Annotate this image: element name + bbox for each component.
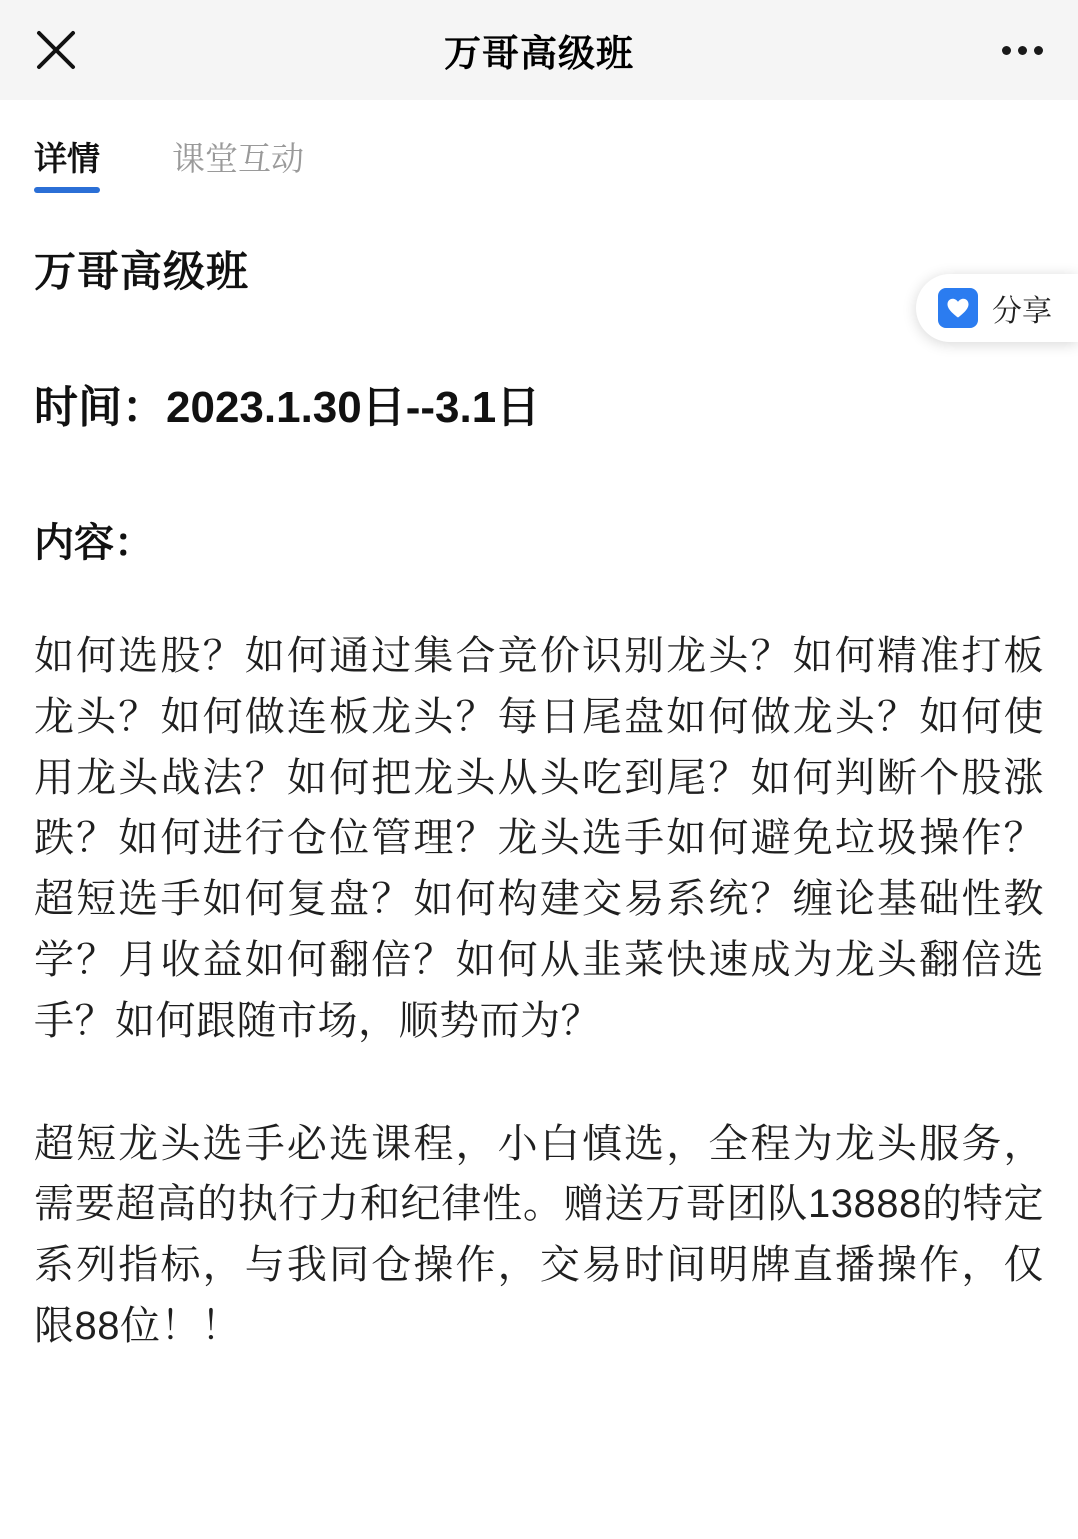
page-title: 万哥高级班 (444, 33, 634, 74)
tab-classroom-interaction[interactable] (172, 142, 304, 193)
content-paragraph: 超短龙头选手必选课程，小白慎选，全程为龙头服务，需要超高的执行力和纪律性。赠送万哥团队13888的特定系列指标，与我同仓操作，交易时间明牌直播操作，仅限88位！！ (34, 1121, 1044, 1348)
course-time: 时间：2023.1.30日--3.1日 (34, 383, 541, 432)
tab-bar (0, 100, 1078, 193)
share-button[interactable] (916, 274, 1078, 342)
tab-details[interactable] (34, 142, 100, 193)
more-dot (1034, 46, 1043, 55)
share-button-label: 分享 (992, 295, 1052, 328)
tab-classroom-interaction-label: 课堂互动 (172, 140, 304, 177)
more-dot (1018, 46, 1027, 55)
more-options-icon[interactable] (994, 22, 1050, 78)
close-icon[interactable] (28, 22, 84, 78)
navigation-bar (0, 0, 1078, 100)
content-heading: 内容： (34, 521, 154, 565)
more-dot (1002, 46, 1011, 55)
course-detail-content (0, 239, 1078, 1357)
content-paragraph: 如何选股？如何通过集合竞价识别龙头？如何精准打板龙头？如何做连板龙头？每日尾盘如何做龙头？如何使用龙头战法？如何把龙头从头吃到尾？如何判断个股涨跌？如何进行仓位管理？龙头选手如何避免垃圾操作？超短选手如何复盘？如何构建交易系统？缠论基础性教学？月收益如何翻倍？如何从韭菜快速成为龙头翻倍选手？如何跟随市场，顺势而为？ (34, 634, 1044, 1043)
tab-active-indicator (34, 187, 100, 193)
course-title: 万哥高级班 (34, 248, 250, 295)
share-heart-icon (938, 288, 978, 328)
tab-details-label: 详情 (34, 140, 100, 177)
